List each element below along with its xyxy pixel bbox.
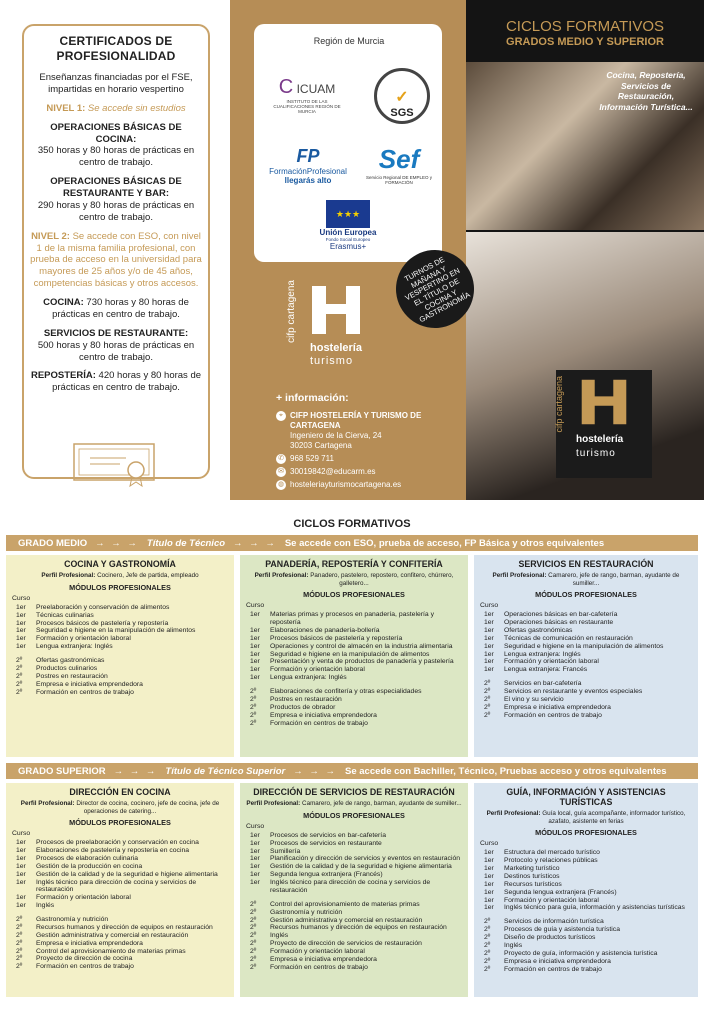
ciclo-title: DIRECCIÓN DE SERVICIOS DE RESTAURACIÓN — [253, 787, 455, 797]
module-item: 1er Formación y orientación laboral — [16, 635, 131, 643]
module-item: 1er Ofertas gastronómicas — [484, 626, 573, 634]
cert-item: OPERACIONES BÁSICAS DE RESTAURANTE Y BAR: 290 horas y 80 horas de prácticas en centro de trabajo. — [37, 176, 195, 223]
module-item: 1er Operaciones y control de almacén en la industria alimentaria — [250, 642, 453, 650]
nivel2: NIVEL 2: Se accede con ESO, con nivel 1 de la misma familia profesional, con prueba de acceso en la universidad para mayores de 25 años y/o de 45 años, competencias básicas y otros accesos. — [30, 230, 202, 290]
module-item: 2º Formación en centros de trabajo — [250, 719, 368, 727]
nivel1: NIVEL 1: Se accede sin estudios — [46, 102, 186, 114]
logos-box — [254, 24, 442, 262]
globe-icon: ◍ — [277, 481, 285, 489]
module-item: 1er Gestión de la calidad y de la seguridad e higiene alimentaria — [16, 870, 218, 878]
module-item: 2º Formación y orientación laboral — [250, 948, 365, 956]
module-item: 1er Técnicas culinarias — [16, 611, 94, 619]
module-item: 1er Seguridad e higiene en la manipulación de alimentos — [250, 650, 430, 658]
grado-superior-bar: GRADO SUPERIOR → → → Título de Técnico Superior → → → Se accede con Bachiller, Técnico, Pruebas acceso y otros equivalentes — [6, 763, 698, 779]
module-item: 1er Lengua extranjera: Inglés — [16, 643, 113, 651]
ciclo-title: DIRECCIÓN EN COCINA — [69, 787, 171, 797]
module-item: 2º Postres en restauración — [250, 695, 342, 703]
module-item: 1er Procesos de elaboración culinaria — [16, 854, 139, 862]
curso-label: Curso — [12, 594, 31, 602]
module-item: 2º Inglés — [250, 932, 289, 940]
grado-medio-bar: GRADO MEDIO → → → Título de Técnico → → → Se accede con ESO, prueba de acceso, FP Básica y otros equivalentes — [6, 535, 698, 551]
module-item: 2º Productos culinarios — [16, 664, 98, 672]
certificados-panel — [0, 0, 230, 500]
module-item: 2º Inglés — [484, 941, 523, 949]
module-item: 1er Protocolo y relaciones públicas — [484, 857, 598, 865]
module-item: 1er Formación y orientación laboral — [484, 658, 599, 666]
module-item: 1er Operaciones básicas en bar-cafetería — [484, 611, 618, 619]
module-item: 2º Postres en restauración — [16, 672, 108, 680]
ciclo-title: GUÍA, INFORMACIÓN Y ASISTENCIAS TURÍSTICAS — [506, 787, 666, 808]
perfil-profesional: Perfil Profesional: Director de cocina, cocinero, jefe de cocina, jefe de operaciones de catering... — [20, 800, 220, 815]
module-item: 2º Control del aprovisionamiento de materias primas — [250, 900, 420, 908]
box-direccion-servicios — [240, 783, 468, 997]
region-murcia-logo: Región de Murcia — [313, 36, 385, 46]
curso-label: Curso — [12, 830, 31, 838]
diploma-icon — [70, 440, 158, 488]
email-link[interactable]: 30019842@educarm.es — [290, 467, 376, 477]
module-item: 1er Sumillería — [250, 847, 301, 855]
modulos-heading: MÓDULOS PROFESIONALES — [69, 582, 171, 592]
perfil-profesional: Perfil Profesional: Camarero, jefe de rango, barman, ayudante de sumiller... — [492, 572, 680, 587]
module-item: 1er Destinos turísticos — [484, 872, 560, 880]
module-item: 2º Formación en centros de trabajo — [484, 711, 602, 719]
module-item: 2º El vino y su servicio — [484, 695, 564, 703]
module-item: 1er Seguridad e higiene en la manipulación de alimentos — [484, 642, 664, 650]
certificados-intro: Enseñanzas financiadas por el FSE, impartidas en horario vespertino — [39, 72, 193, 95]
module-item: 2º Empresa e iniciativa emprendedora — [16, 939, 143, 947]
modulos-heading: MÓDULOS PROFESIONALES — [69, 817, 171, 827]
module-item: 2º Gestión administrativa y comercial en restauración — [250, 916, 423, 924]
module-item: 2º Formación en centros de trabajo — [16, 963, 134, 971]
module-item: 1er Elaboraciones de pastelería y repostería en cocina — [16, 847, 190, 854]
curso-label: Curso — [480, 602, 499, 610]
module-item: 1er Planificación y dirección de servicios y eventos en restauración — [250, 855, 461, 863]
perfil-profesional: Perfil Profesional: Cocinero, Jefe de partida, empleado — [41, 572, 199, 580]
module-item: 1er Procesos básicos de pastelería y repostería — [16, 619, 169, 627]
module-item: 1er Seguridad e higiene en la manipulación de alimentos — [16, 627, 196, 635]
curso-label: Curso — [480, 840, 499, 848]
h-logo-icon — [308, 282, 364, 338]
module-item: 2º Proyecto de dirección de servicios de restauración — [250, 940, 422, 948]
module-item: 2º Gastronomía y nutrición — [16, 916, 109, 923]
perfil-profesional: Perfil Profesional: Guía local, guía acompañante, informador turístico, azafato, asistente en ferias — [486, 810, 686, 825]
modulos-heading: MÓDULOS PROFESIONALES — [535, 828, 637, 837]
module-item: 1er Lengua extranjera: Inglés — [250, 674, 347, 682]
eu-logo: ★★★ Unión Europea Fondo Social Europeo Erasmus+ — [316, 200, 380, 251]
module-item: 1er Formación y orientación laboral — [250, 666, 365, 674]
ciclos-cover-subtitle: GRADOS MEDIO Y SUPERIOR — [506, 36, 664, 48]
web-link[interactable]: hosteleriayturismocartagena.es — [290, 480, 402, 490]
module-item: 2º Proyecto de guía, información y asistencia turística — [484, 949, 658, 957]
turnos-badge: TURNOS DE MAÑANA Y VESPERTINO EN EL TÍTULO DE COCINA Y GASTRONOMÍA — [382, 236, 487, 341]
curso-label: Curso — [246, 822, 265, 830]
module-item: 2º Empresa e iniciativa emprendedora — [250, 711, 377, 719]
module-item: 1er Preelaboración y conservación de alimentos — [16, 603, 170, 611]
ciclos-section — [0, 515, 704, 1024]
perfil-profesional: Perfil Profesional: Panadero, pastelero, repostero, confitero, chúrrero, galletero... — [254, 572, 454, 587]
module-item: 1er Estructura del mercado turístico — [484, 849, 600, 857]
module-item: 1er Recursos turísticos — [484, 880, 562, 888]
module-item: 2º Empresa e iniciativa emprendedora — [250, 955, 377, 963]
module-item: 1er Segunda lengua extranjera (Francés) — [250, 871, 383, 879]
perfil-profesional: Perfil Profesional: Camarero, jefe de rango, barman, ayudante de sumiller... — [246, 800, 462, 808]
module-item: 2º Servicios en bar-cafetería — [484, 680, 582, 688]
module-item: 2º Formación en centros de trabajo — [250, 963, 368, 971]
cert-item: SERVICIOS DE RESTAURANTE: 500 horas y 80 horas de prácticas en centro de trabajo. — [37, 327, 195, 363]
cert-item: COCINA: 730 horas y 80 horas de prácticas en centro de trabajo. — [43, 297, 189, 320]
h-logo-icon — [578, 376, 630, 428]
module-item: 2º Empresa e iniciativa emprendedora — [484, 703, 611, 711]
module-item: 2º Empresa e iniciativa emprendedora — [16, 680, 143, 688]
module-item: 1er Procesos básicos de pastelería y repostería — [250, 634, 403, 642]
phone-icon: ✆ — [276, 454, 286, 464]
module-item: 1er Inglés — [16, 902, 55, 910]
module-item: 2º Empresa e iniciativa emprendedora — [484, 957, 611, 965]
module-item: 2º Recursos humanos y dirección de equipos en restauración — [250, 924, 447, 932]
brochure-top — [0, 0, 704, 500]
cifp-logo-small: cifp cartagena hostelería turismo — [556, 370, 652, 478]
fp-logo: FP FormaciónProfesional llegarás alto — [269, 146, 347, 185]
ciclos-tagline: Cocina, Repostería, Servicios de Restauración, Información Turística... — [599, 70, 693, 112]
contact-info: + información: ⌖ CIFP HOSTELERÍA Y TURISMO DE CARTAGENA Ingeniero de la Cierva, 24 30203 Cartagena ✆ 968 529 711 ✉ 30019842@educarm.es ◍ hosteleriayturismocartagena.es — [276, 392, 422, 490]
module-item: 1er Inglés técnico para dirección de cocina y servicios de restauración — [16, 878, 197, 894]
module-item: 1er Lengua extranjera: Inglés — [484, 650, 581, 658]
certificados-box — [22, 24, 210, 479]
location-icon: ⌖ — [276, 411, 286, 421]
sef-logo: Sef Servicio Regional DE EMPLEO y FORMACIÓN — [365, 144, 433, 185]
certificados-title: CERTIFICADOS DE PROFESIONALIDAD — [56, 34, 176, 63]
module-item: 2º Elaboraciones de confitería y otras especialidades — [250, 688, 422, 695]
module-item: 2º Servicios de información turística — [484, 918, 604, 926]
module-item: 2º Gastronomía y nutrición — [250, 908, 343, 916]
module-item: 1er Inglés técnico para dirección de cocina y servicios de restauración — [250, 879, 431, 894]
box-servicios-restauracion — [474, 555, 698, 757]
ciclos-cover-title: CICLOS FORMATIVOS — [505, 18, 665, 35]
modulos-heading: MÓDULOS PROFESIONALES — [303, 810, 405, 820]
box-cocina-gastronomia — [6, 555, 234, 757]
module-item: 2º Formación en centros de trabajo — [484, 965, 602, 973]
module-item: 1er Gestión de la producción en cocina — [16, 862, 143, 870]
module-item: 1er Gestión de la calidad y de la seguridad e higiene alimentaria — [250, 863, 452, 871]
module-item: 2º Servicios en restaurante y eventos especiales — [484, 688, 643, 695]
module-item: 2º Formación en centros de trabajo — [16, 688, 134, 696]
logos-panel — [230, 0, 472, 500]
ciclo-title: COCINA Y GASTRONOMÍA — [64, 559, 176, 569]
module-item: 2º Ofertas gastronómicas — [16, 657, 105, 665]
module-item: 2º Gestión administrativa y comercial en restauración — [16, 931, 189, 939]
module-item: 1er Formación y orientación laboral — [16, 894, 131, 902]
module-item: 1er Técnicas de comunicación en restauración — [484, 634, 633, 642]
module-item: 1er Procesos de preelaboración y conservación en cocina — [16, 839, 199, 847]
module-item: 1er Presentación y venta de productos de panadería y pastelería — [250, 658, 454, 666]
modulos-heading: MÓDULOS PROFESIONALES — [303, 589, 405, 599]
module-item: 1er Marketing turístico — [484, 865, 560, 873]
module-item: 1er Inglés técnico para guía, información y asistencias turísticas — [484, 904, 685, 912]
ciclo-title: PANADERÍA, REPOSTERÍA Y CONFITERÍA — [265, 559, 443, 569]
icuam-logo: C ICUAM INSTITUTO DE LAS CUALIFICACIONES REGIÓN DE MURCIA — [273, 76, 341, 114]
module-item: 2º Productos de obrador — [250, 703, 336, 711]
module-item: 1er Segunda lengua extranjera (Francés) — [484, 888, 617, 896]
module-item: 2º Proyecto de dirección de cocina — [16, 955, 133, 963]
box-panaderia — [240, 555, 468, 757]
curso-label: Curso — [246, 602, 265, 610]
module-item: 2º Procesos de guía y asistencia turística — [484, 926, 620, 934]
ciclo-title: SERVICIOS EN RESTAURACIÓN — [518, 559, 654, 569]
module-item: 1er Procesos de servicios en restaurante — [250, 839, 382, 847]
module-item: 2º Recursos humanos y dirección de equipos en restauración — [16, 923, 213, 931]
email-icon: ✉ — [276, 467, 286, 477]
module-item: 1er Elaboraciones de panadería-bollería — [250, 626, 380, 634]
ciclos-cover-panel — [466, 0, 704, 500]
module-item: 1er Operaciones básicas en restaurante — [484, 619, 614, 626]
box-guia-turistica — [474, 783, 698, 997]
module-item: 1er Formación y orientación laboral — [484, 896, 599, 904]
modulos-heading: MÓDULOS PROFESIONALES — [535, 589, 637, 599]
module-item: 2º Control del aprovisionamiento de materias primas — [16, 947, 186, 955]
sgs-logo: ✓ SGS — [374, 68, 430, 124]
module-item: 1er Lengua extranjera: Francés — [484, 666, 588, 674]
cifp-logo: cifp cartagena hostelería turismo — [290, 280, 400, 380]
cert-item: OPERACIONES BÁSICAS DE COCINA: 350 horas y 80 horas de prácticas en centro de trabajo. — [37, 121, 195, 169]
module-item: 1er Materias primas y procesos en panadería, pastelería y repostería — [250, 611, 434, 626]
ciclos-title: CICLOS FORMATIVOS — [293, 518, 411, 530]
module-item: 1er Procesos de servicios en bar-cafetería — [250, 831, 386, 839]
module-item: 2º Diseño de productos turísticos — [484, 934, 596, 942]
box-direccion-cocina — [6, 783, 234, 997]
cert-item: REPOSTERÍA: 420 horas y 80 horas de prácticas en centro de trabajo. — [30, 370, 202, 394]
